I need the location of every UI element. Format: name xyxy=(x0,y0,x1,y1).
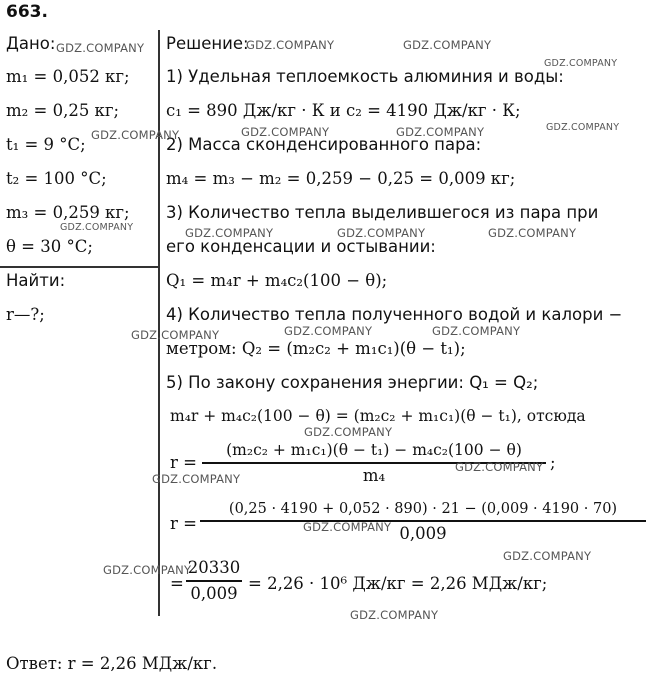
watermark: GDZ.COMPANY xyxy=(56,41,145,55)
answer: Ответ: r = 2,26 МДж/кг. xyxy=(6,654,218,673)
formula2-bar xyxy=(200,520,646,522)
watermark: GDZ.COMPANY xyxy=(103,563,192,577)
formula3-denominator: 0,009 xyxy=(190,583,238,603)
given-t2: t₂ = 100 °C; xyxy=(6,169,107,188)
watermark: GDZ.COMPANY xyxy=(241,125,330,139)
formula3-bar xyxy=(186,580,242,582)
watermark: GDZ.COMPANY xyxy=(455,460,544,474)
watermark: GDZ.COMPANY xyxy=(152,472,241,486)
formula3-fraction xyxy=(186,558,242,603)
given-header: Дано: xyxy=(6,34,56,53)
formula1-tail: ; xyxy=(550,453,556,472)
solution-line-1: 1) Удельная теплоемкость алюминия и воды: xyxy=(166,67,564,86)
watermark: GDZ.COMPANY xyxy=(131,328,220,342)
formula3-result: = 2,26 · 10⁶ Дж/кг = 2,26 МДж/кг; xyxy=(248,574,548,593)
solution-line-6: его конденсации и остывании: xyxy=(166,237,436,256)
given-m3: m₃ = 0,259 кг; xyxy=(6,203,130,222)
watermark: GDZ.COMPANY xyxy=(396,125,485,139)
given-m1: m₁ = 0,052 кг; xyxy=(6,67,130,86)
find-header: Найти: xyxy=(6,271,66,290)
watermark: GDZ.COMPANY xyxy=(503,549,592,563)
watermark: GDZ.COMPANY xyxy=(546,122,620,133)
watermark: GDZ.COMPANY xyxy=(544,58,618,69)
formula1-denominator: m₄ xyxy=(362,465,386,485)
problem-number: 663. xyxy=(6,2,48,22)
solution-line-4: m₄ = m₃ − m₂ = 0,259 − 0,25 = 0,009 кг; xyxy=(166,169,516,188)
given-m2: m₂ = 0,25 кг; xyxy=(6,101,120,120)
formula1-lhs: r = xyxy=(170,453,197,472)
watermark: GDZ.COMPANY xyxy=(303,520,392,534)
formula2-lhs: r = xyxy=(170,514,197,533)
formula3-numerator: 20330 xyxy=(187,558,241,577)
solution-line-10: 5) По закону сохранения энергии: Q₁ = Q₂; xyxy=(166,373,539,392)
watermark: GDZ.COMPANY xyxy=(337,226,426,240)
formula3-lhs: = xyxy=(170,574,184,593)
watermark: GDZ.COMPANY xyxy=(350,608,439,622)
solution-header: Решение: xyxy=(166,34,249,53)
formula2-fraction xyxy=(200,501,646,543)
vertical-divider xyxy=(158,30,160,616)
watermark: GDZ.COMPANY xyxy=(185,226,274,240)
solution-line-5: 3) Количество тепла выделившегося из пара при xyxy=(166,203,599,222)
watermark: GDZ.COMPANY xyxy=(246,38,335,52)
formula1-numerator: (m₂c₂ + m₁c₁)(θ − t₁) − m₄c₂(100 − θ) xyxy=(226,441,522,459)
solution-line-9: метром: Q₂ = (m₂c₂ + m₁c₁)(θ − t₁); xyxy=(166,339,466,358)
solution-line-3: 2) Масса сконденсированного пара: xyxy=(166,135,482,154)
solution-line-7: Q₁ = m₄r + m₄c₂(100 − θ); xyxy=(166,271,388,290)
solution-line-2: c₁ = 890 Дж/кг · К и c₂ = 4190 Дж/кг · К; xyxy=(166,101,521,120)
watermark: GDZ.COMPANY xyxy=(91,128,180,142)
watermark: GDZ.COMPANY xyxy=(403,38,492,52)
find-value: r—?; xyxy=(6,305,45,324)
formula2-denominator: 0,009 xyxy=(399,523,447,543)
watermark: GDZ.COMPANY xyxy=(60,222,134,233)
watermark: GDZ.COMPANY xyxy=(488,226,577,240)
solution-line-11: m₄r + m₄c₂(100 − θ) = (m₂c₂ + m₁c₁)(θ − t₁), отсюда xyxy=(170,407,586,425)
given-theta: θ = 30 °C; xyxy=(6,237,93,256)
horizontal-divider xyxy=(0,266,159,268)
watermark: GDZ.COMPANY xyxy=(304,425,393,439)
watermark: GDZ.COMPANY xyxy=(284,324,373,338)
formula2-numerator: (0,25 · 4190 + 0,052 · 890) · 21 − (0,009 · 4190 · 70) xyxy=(228,501,618,517)
watermark: GDZ.COMPANY xyxy=(432,324,521,338)
solution-line-8: 4) Количество тепла полученного водой и калори − xyxy=(166,305,623,324)
given-t1: t₁ = 9 °C; xyxy=(6,135,86,154)
